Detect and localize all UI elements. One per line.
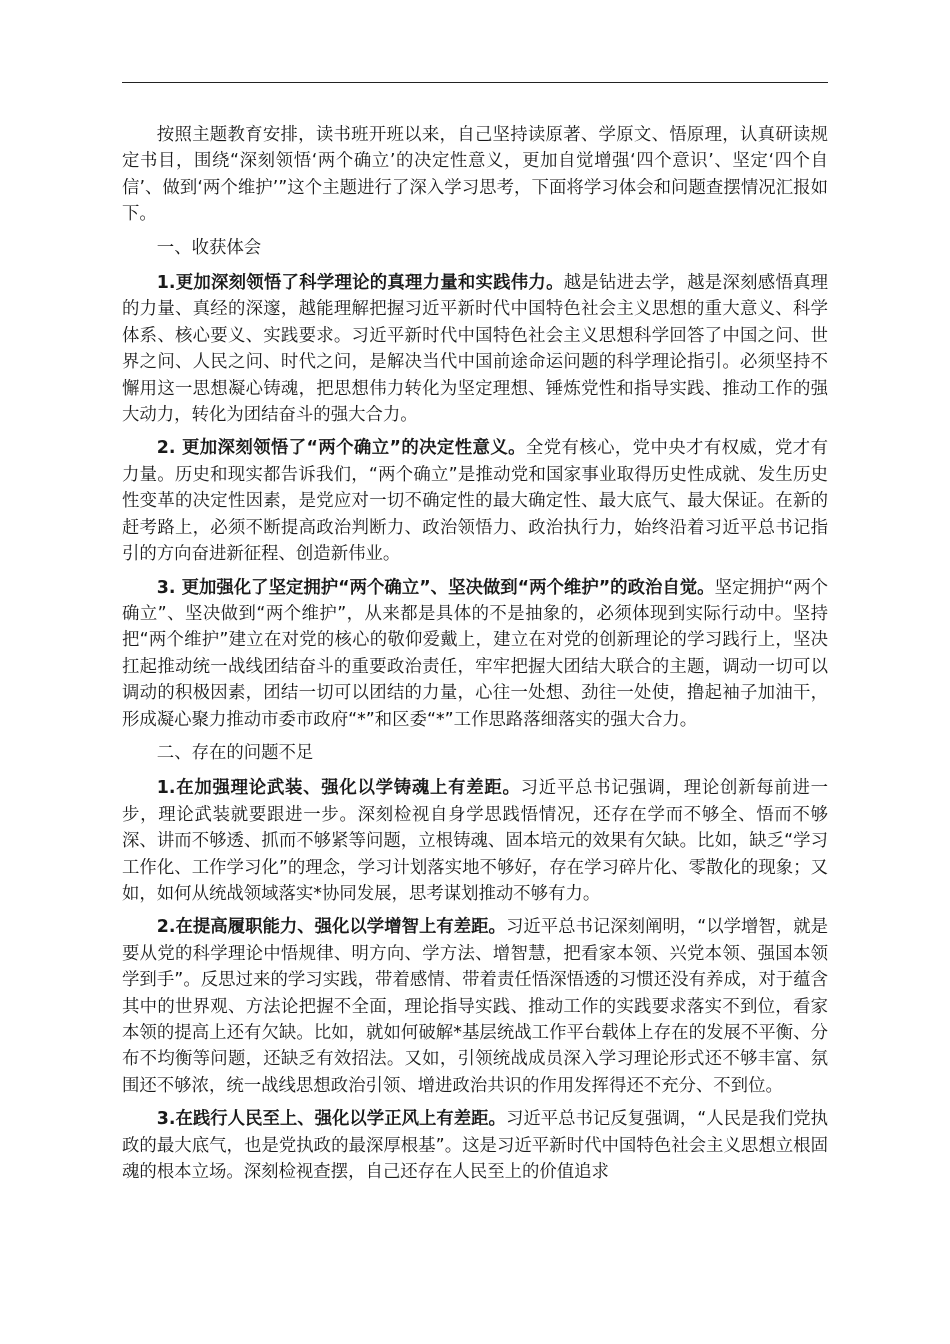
item-body: 习近平总书记强调，理论创新每前进一步，理论武装就要跟进一步。深刻检视自身学思践悟情况，还存在学而不够全、悟而不够深、讲而不够透、抓而不够紧等问题，立根铸魂、固本培元的效果有欠缺。比如，缺乏“学习工作化、工作学习化”的理念，学习计划落实地不够好，存在学习碎片化、零散化的现象；又如，如何从统战领域落实*协同发展，思考谋划推动不够有力。 xyxy=(122,778,828,904)
section-heading-2: 二、存在的问题不足 xyxy=(156,742,314,763)
section-2-item-2 xyxy=(122,914,828,1099)
item-lead: 1.更加深刻领悟了科学理论的真理力量和实践伟力。 xyxy=(156,273,564,294)
item-lead: 3. 更加强化了坚定拥护“两个确立”、坚决做到“两个维护”的政治自觉。 xyxy=(156,577,715,598)
item-lead: 3.在践行人民至上、强化以学正风上有差距。 xyxy=(156,1109,506,1130)
document-body xyxy=(122,122,828,1192)
intro-paragraph: 按照主题教育安排，读书班开班以来，自己坚持读原著、学原文、悟原理，认真研读规定书目，围绕“深刻领悟‘两个确立’的决定性意义，更加自觉增强‘四个意识’、坚定‘四个自信’、做到‘两个维护’”这个主题进行了深入学习思考，下面将学习体会和问题查摆情况汇报如下。 xyxy=(122,125,828,225)
section-1-item-1 xyxy=(122,270,828,428)
item-lead: 1.在加强理论武装、强化以学铸魂上有差距。 xyxy=(156,778,521,799)
header-rule xyxy=(122,82,828,83)
section-heading-1: 一、收获体会 xyxy=(156,237,262,258)
item-lead: 2. 更加深刻领悟了“两个确立”的决定性意义。 xyxy=(156,438,526,459)
section-2-item-3 xyxy=(122,1106,828,1185)
section-2-item-1 xyxy=(122,775,828,907)
item-body: 越是钻进去学，越是深刻感悟真理的力量、真经的深邃，越能理解把握习近平新时代中国特色社会主义思想的重大意义、科学体系、核心要义、实践要求。习近平新时代中国特色社会主义思想科学回答了中国之问、世界之问、人民之问、时代之问，是解决当代中国前途命运问题的科学理论指引。必须坚持不懈用这一思想凝心铸魂，把思想伟力转化为坚定理想、锤炼党性和指导实践、推动工作的强大动力，转化为团结奋斗的强大合力。 xyxy=(122,273,828,426)
item-body: 全党有核心，党中央才有权威，党才有力量。历史和现实都告诉我们，“两个确立”是推动党和国家事业取得历史性成就、发生历史性变革的决定性因素，是党应对一切不确定性的最大确定性、最大底气、最大保证。在新的赶考路上，必须不断提高政治判断力、政治领悟力、政治执行力，始终沿着习近平总书记指引的方向奋进新征程、创造新伟业。 xyxy=(122,438,828,565)
item-body: 坚定拥护“两个确立”、坚决做到“两个维护”，从来都是具体的不是抽象的，必须体现到实际行动中。坚持把“两个维护”建立在对党的核心的敬仰爱戴上，建立在对党的创新理论的学习践行上，坚决扛起推动统一战线团结奋斗的重要政治责任，牢牢把握大团结大联合的主题，调动一切可以调动的积极因素，团结一切可以团结的力量，心往一处想、劲往一处使，撸起袖子加油干，形成凝心聚力推动市委市政府“*”和区委“*”工作思路落细落实的强大合力。 xyxy=(122,577,828,730)
section-1-item-2 xyxy=(122,435,828,567)
section-1-item-3 xyxy=(122,575,828,733)
item-lead: 2.在提高履职能力、强化以学增智上有差距。 xyxy=(156,917,506,938)
item-body: 习近平总书记深刻阐明，“以学增智，就是要从党的科学理论中悟规律、明方向、学方法、增智慧，把看家本领、兴党本领、强国本领学到手”。反思过来的学习实践，带着感情、带着责任悟深悟透的习惯还没有养成，对于蕴含其中的世界观、方法论把握不全面，理论指导实践、推动工作的实践要求落实不到位，看家本领的提高上还有欠缺。比如，就如何破解*基层统战工作平台载体上存在的发展不平衡、分布不均衡等问题，还缺乏有效招法。又如，引领统战成员深入学习理论形式还不够丰富、氛围还不够浓，统一战线思想政治引领、增进政治共识的作用发挥得还不充分、不到位。 xyxy=(122,917,828,1096)
item-body: 习近平总书记反复强调，“人民是我们党执政的最大底气，也是党执政的最深厚根基”。这是习近平新时代中国特色社会主义思想立根固魂的根本立场。深刻检视查摆，自己还存在人民至上的价值追求 xyxy=(122,1109,828,1183)
